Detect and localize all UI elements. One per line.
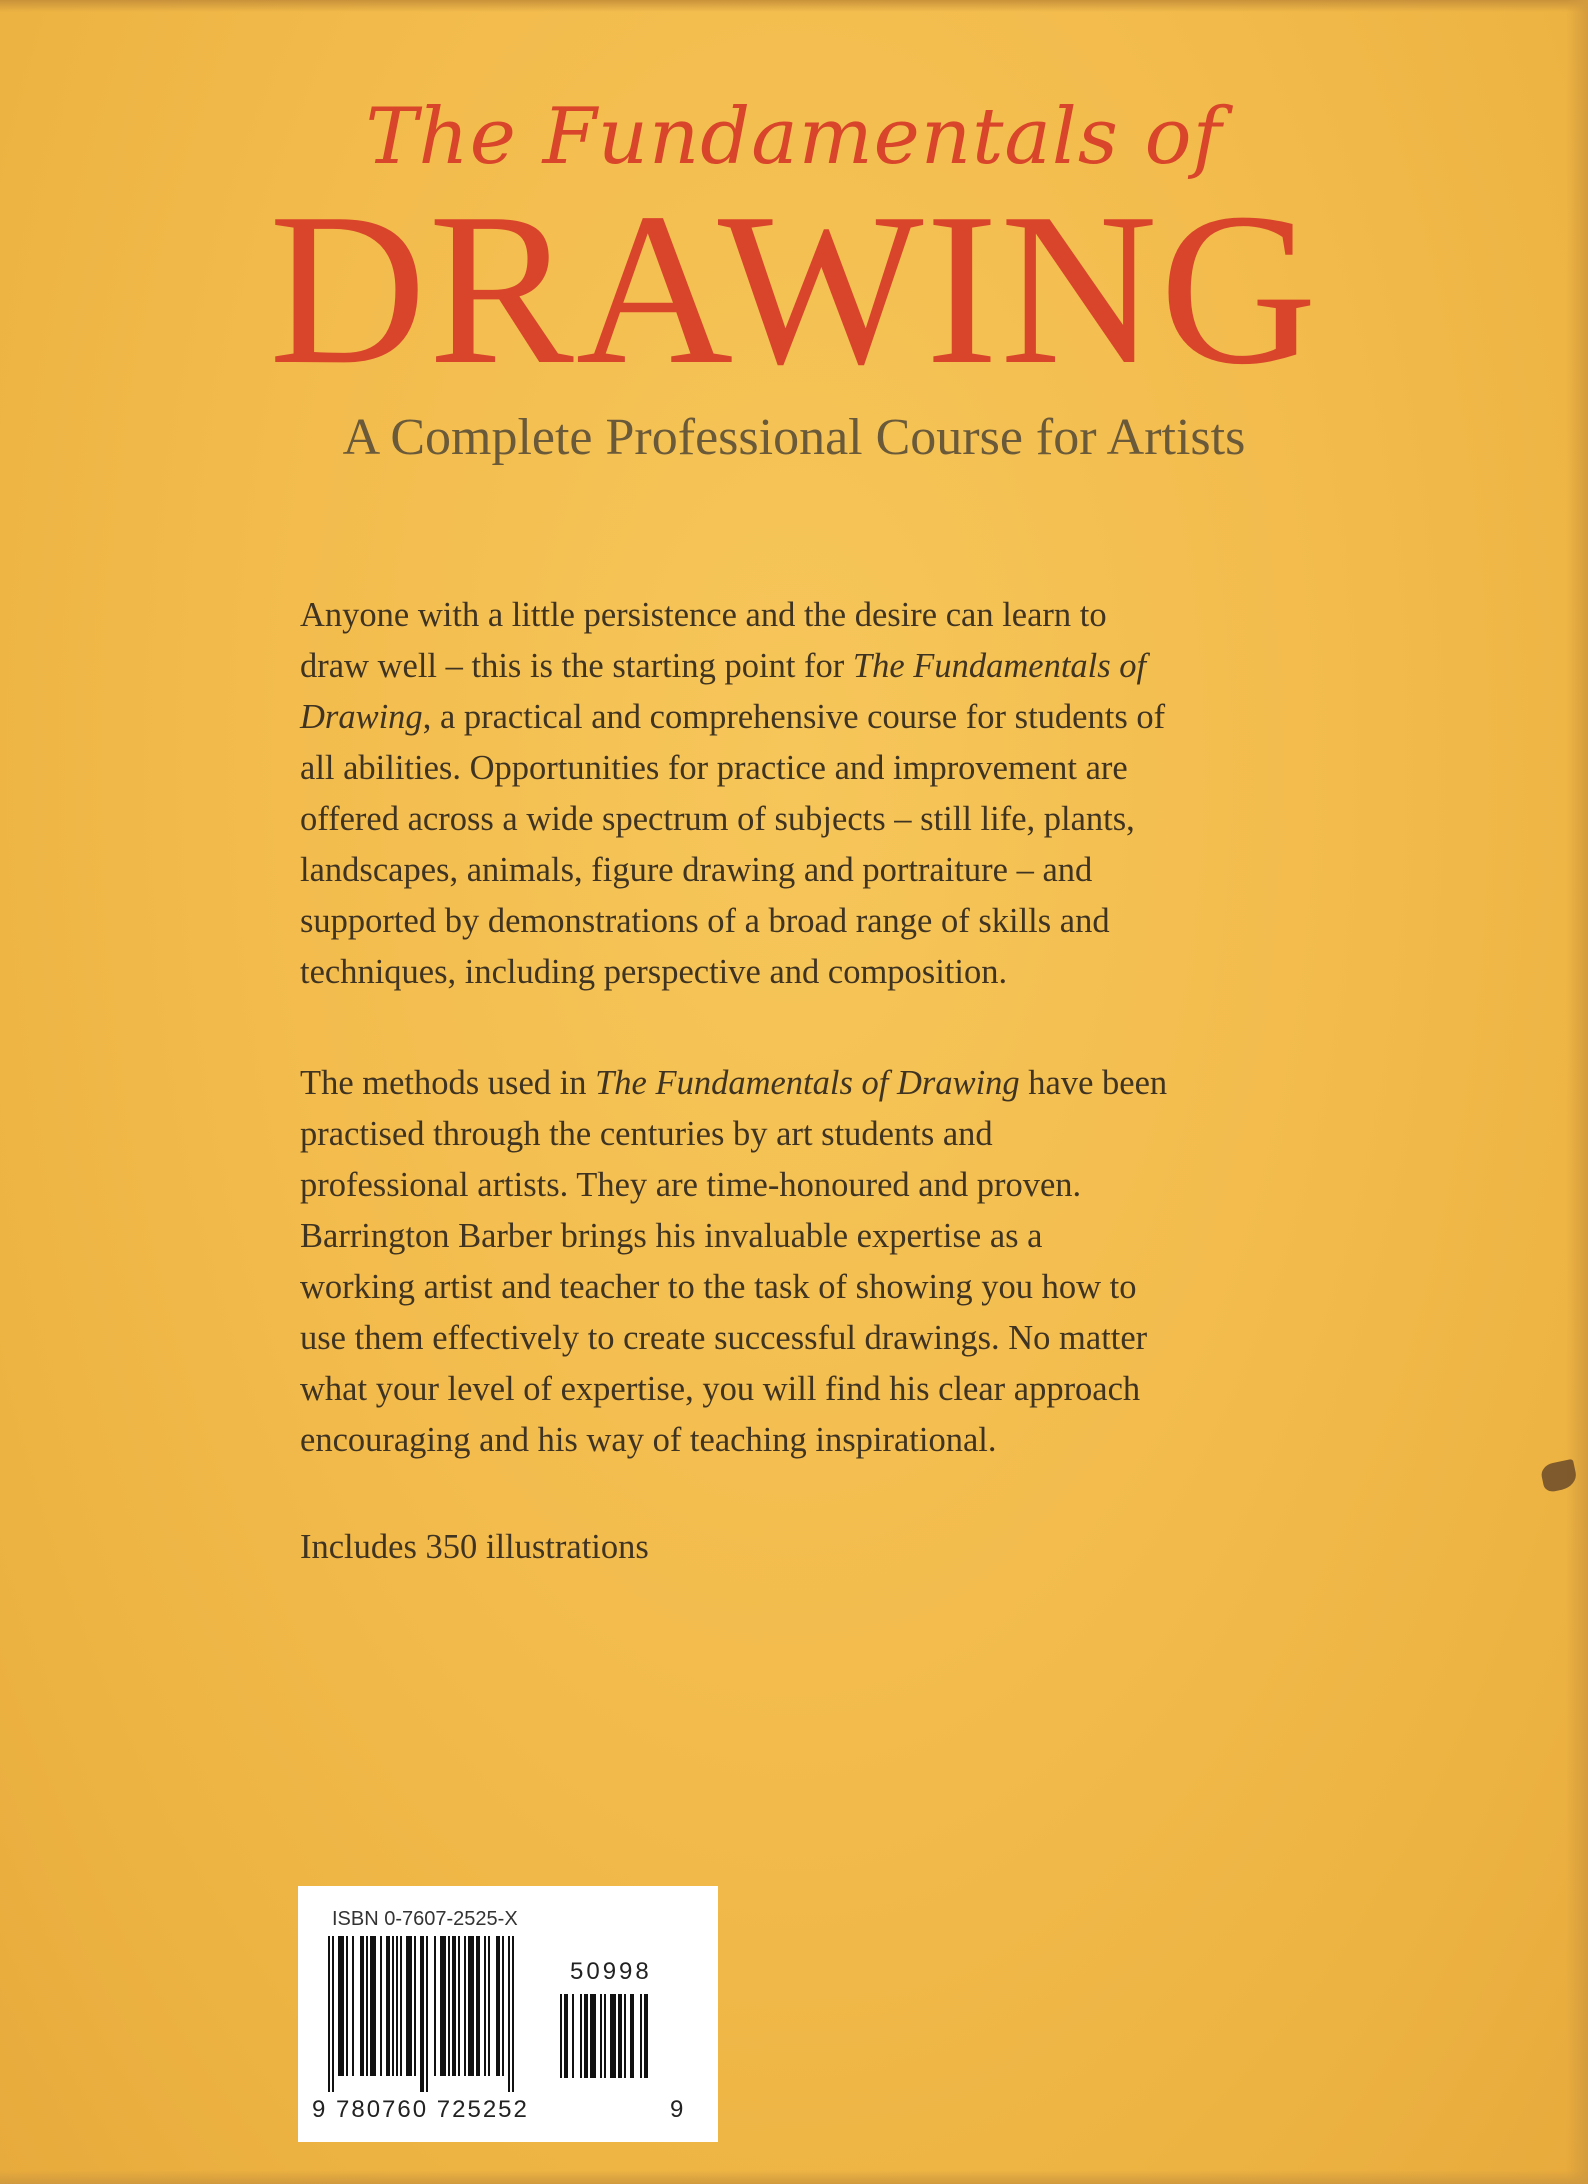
barcode-bar xyxy=(508,1936,510,2092)
barcode-bar xyxy=(380,1936,382,2076)
barcode-bar xyxy=(360,1936,364,2076)
barcode-bar xyxy=(328,1936,330,2092)
text-line: all abilities. Opportunities for practice and improvement are xyxy=(300,749,1128,787)
text-line: landscapes, animals, figure drawing and portraiture – and xyxy=(300,851,1093,889)
text-line: working artist and teacher to the task of showing you how to xyxy=(300,1268,1137,1306)
barcode-bar xyxy=(346,1936,348,2076)
barcode-addon-icon xyxy=(560,1994,664,2094)
barcode-bar xyxy=(386,1936,390,2076)
text-line: techniques, including perspective and composition. xyxy=(300,953,1008,991)
barcode-bar xyxy=(564,1994,568,2078)
barcode-bar xyxy=(484,1936,486,2076)
barcode-bar xyxy=(414,1936,416,2076)
barcode-bar xyxy=(572,1994,574,2078)
book-title-italic: Drawing xyxy=(300,698,423,736)
text-line: Drawing, a practical and comprehensive course for students of xyxy=(300,698,1166,736)
barcode-bar xyxy=(584,1994,588,2078)
text-line: professional artists. They are time-honoured and proven. xyxy=(300,1166,1082,1204)
barcode-bar xyxy=(448,1936,450,2076)
barcode-bar xyxy=(610,1994,616,2078)
title-script: The Fundamentals of xyxy=(365,92,1223,182)
barcode-bar xyxy=(370,1936,376,2076)
text-line: draw well – this is the starting point for The Fundamentals of xyxy=(300,647,1147,685)
barcode-bar xyxy=(464,1936,466,2076)
text-line: Anyone with a little persistence and the desire can learn to xyxy=(300,596,1107,634)
description-paragraph-1 xyxy=(300,590,1340,998)
barcode-bar xyxy=(624,1994,626,2078)
barcode-bar xyxy=(338,1936,344,2076)
text-line: encouraging and his way of teaching inspirational. xyxy=(300,1421,997,1459)
barcode-bar xyxy=(640,1994,642,2078)
barcode-bar xyxy=(644,1994,648,2078)
barcode-bar xyxy=(468,1936,474,2076)
text-line: use them effectively to create successful drawings. No matter xyxy=(300,1319,1148,1357)
cover-edge-bottom xyxy=(0,2170,1588,2184)
barcode-check-digit: 9 xyxy=(670,2096,684,2123)
barcode-bar xyxy=(476,1936,480,2076)
book-title-italic: The Fundamentals of Drawing xyxy=(595,1064,1020,1102)
subtitle: A Complete Professional Course for Artists xyxy=(342,409,1246,466)
barcode-bar xyxy=(392,1936,394,2076)
barcode-bar xyxy=(580,1994,582,2078)
text-line: supported by demonstrations of a broad range of skills and xyxy=(300,902,1110,940)
text-line: practised through the centuries by art students and xyxy=(300,1115,993,1153)
barcode-bar xyxy=(366,1936,368,2076)
barcode-ean-digits: 9 780760 725252 xyxy=(312,2096,529,2123)
barcode-bar xyxy=(426,1936,428,2092)
barcode-bar xyxy=(488,1936,490,2076)
barcode-bar xyxy=(496,1936,500,2076)
text-line: The methods used in The Fundamentals of Drawing have been xyxy=(300,1064,1168,1102)
barcode-bar xyxy=(600,1994,602,2078)
text-line: offered across a wide spectrum of subjects – still life, plants, xyxy=(300,800,1135,838)
barcode-bar xyxy=(440,1936,446,2076)
barcode-bar xyxy=(452,1936,456,2076)
text-line: what your level of expertise, you will find his clear approach xyxy=(300,1370,1141,1408)
barcode-bar xyxy=(420,1936,424,2092)
barcode-bar xyxy=(396,1936,398,2076)
barcode-bar xyxy=(590,1994,596,2078)
book-title-italic: The Fundamentals of xyxy=(852,647,1147,685)
barcode-bar xyxy=(618,1994,622,2078)
text-line: Barrington Barber brings his invaluable expertise as a xyxy=(300,1217,1043,1255)
barcode-bar xyxy=(560,1994,562,2078)
barcode-main-icon xyxy=(328,1936,562,2092)
cover-edge-top xyxy=(0,0,1588,12)
barcode-bar xyxy=(630,1994,634,2078)
barcode-bar xyxy=(406,1936,412,2076)
description-paragraph-2 xyxy=(300,1058,1340,1466)
barcode-bar xyxy=(502,1936,504,2076)
barcode-bar xyxy=(400,1936,402,2076)
barcode-box xyxy=(298,1886,718,2142)
barcode-addon-digits: 50998 xyxy=(570,1958,652,1985)
title-main: DRAWING xyxy=(268,169,1320,410)
barcode-bar xyxy=(434,1936,436,2076)
barcode-bar xyxy=(512,1936,514,2092)
text-line: Includes 350 illustrations xyxy=(300,1528,649,1566)
barcode-bar xyxy=(458,1936,460,2076)
barcode-bar xyxy=(332,1936,334,2092)
isbn-text: ISBN 0-7607-2525-X xyxy=(332,1908,518,1930)
illustrations-note xyxy=(300,1522,1340,1573)
barcode-bar xyxy=(352,1936,354,2076)
barcode-bar xyxy=(604,1994,606,2078)
